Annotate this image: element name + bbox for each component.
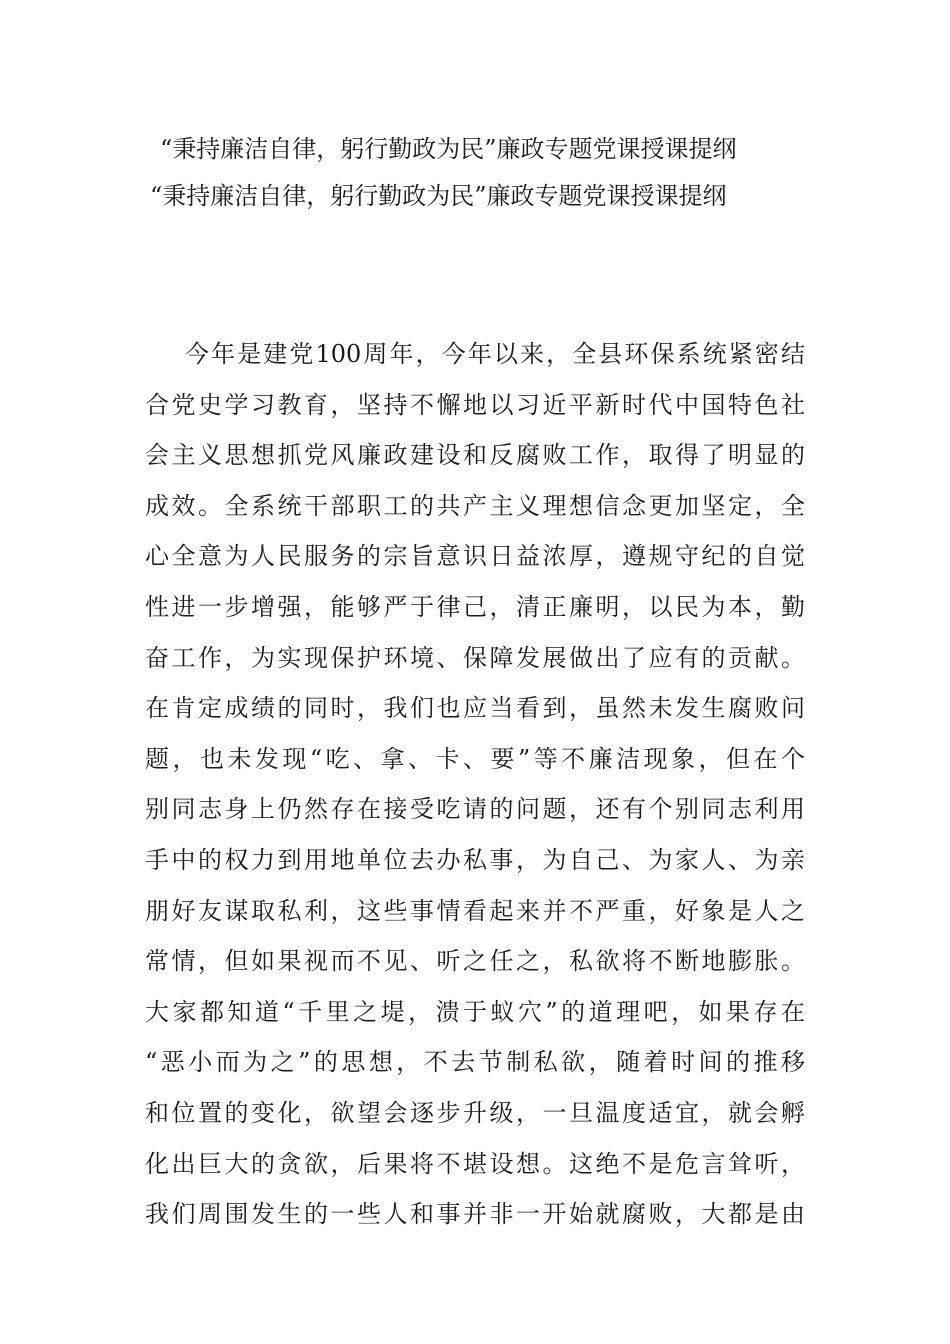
- document-title: “秉持廉洁自律，躬行勤政为民”廉政专题党课授课提纲: [160, 135, 737, 163]
- text-line: 奋工作，为实现保护环境、保障发展做出了应有的贡献。: [145, 643, 805, 672]
- text-line: 朋好友谋取私利，这些事情看起来并不严重，好象是人之: [145, 896, 805, 925]
- text-line: 大家都知道“千里之堤，溃于蚁穴”的道理吧，如果存在: [145, 997, 805, 1026]
- text-line: 心全意为人民服务的宗旨意识日益浓厚，遵规守纪的自觉: [145, 542, 805, 571]
- text-line: 化出巨大的贪欲，后果将不堪设想。这绝不是危言耸听，: [145, 1149, 805, 1178]
- body-paragraph: [145, 336, 805, 1247]
- text-line: 手中的权力到用地单位去办私事，为自己、为家人、为亲: [145, 845, 805, 874]
- text-line: 常情，但如果视而不见、听之任之，私欲将不断地膨胀。: [145, 947, 805, 976]
- text-line: 和位置的变化，欲望会逐步升级，一旦温度适宜，就会孵: [145, 1098, 805, 1127]
- text-line: 性进一步增强，能够严于律己，清正廉明，以民为本，勤: [145, 592, 805, 621]
- text-line: 别同志身上仍然存在接受吃请的问题，还有个别同志利用: [145, 795, 805, 824]
- text-line: 成效。全系统干部职工的共产主义理想信念更加坚定，全: [145, 491, 805, 520]
- text-line: 我们周围发生的一些人和事并非一开始就腐败，大都是由: [145, 1200, 805, 1229]
- text-line: 题，也未发现“吃、拿、卡、要”等不廉洁现象，但在个: [145, 744, 805, 773]
- text-line: 会主义思想抓党风廉政建设和反腐败工作，取得了明显的: [145, 441, 805, 470]
- text-line: “恶小而为之”的思想，不去节制私欲，随着时间的推移: [145, 1048, 805, 1077]
- document-title-repeat: “秉持廉洁自律，躬行勤政为民”廉政专题党课授课提纲: [150, 182, 727, 210]
- text-line: 合党史学习教育，坚持不懈地以习近平新时代中国特色社: [145, 390, 805, 419]
- text-line: 在肯定成绩的同时，我们也应当看到，虽然未发生腐败问: [145, 694, 805, 723]
- text-line: 今年是建党100周年，今年以来，全县环保系统紧密结: [185, 340, 805, 368]
